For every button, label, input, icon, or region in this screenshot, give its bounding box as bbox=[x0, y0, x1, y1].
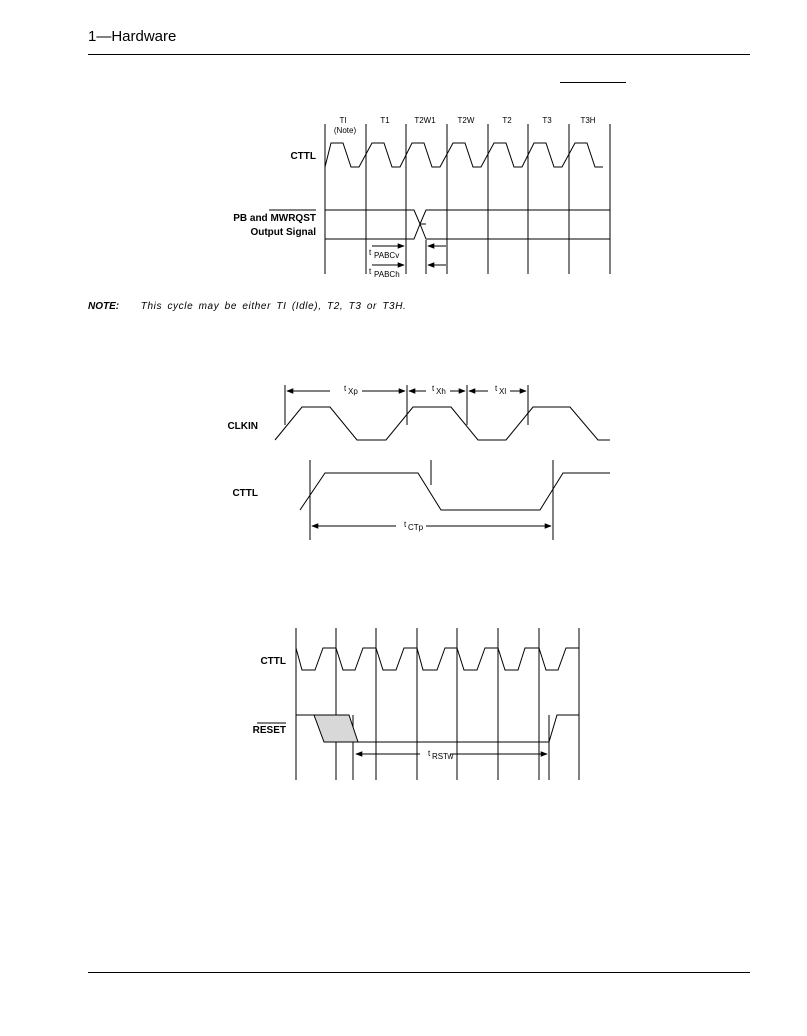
signal-label-clkin: CLKIN bbox=[227, 421, 258, 432]
signal-label-reset: RESET bbox=[252, 725, 286, 736]
timing-label-xl: Xl bbox=[499, 387, 507, 396]
signal-label-cttl-2: CTTL bbox=[232, 488, 258, 499]
timing-t-letter-ctp: t bbox=[404, 520, 407, 529]
timing-t-letter-xl: t bbox=[495, 384, 498, 393]
column-label-note: (Note) bbox=[333, 126, 357, 135]
reset-uncertain-region bbox=[314, 715, 358, 742]
timing-t-letter-xh: t bbox=[432, 384, 435, 393]
pb-output-waveform bbox=[325, 210, 610, 239]
timing-t-letter-xp: t bbox=[344, 384, 347, 393]
diagram-1 bbox=[325, 124, 610, 274]
column-dividers bbox=[325, 124, 610, 274]
diagram-2 bbox=[275, 385, 610, 540]
timing-label-ctp: CTp bbox=[408, 523, 424, 532]
timing-label-pabch: PABCh bbox=[374, 270, 400, 279]
signal-label-output-signal: Output Signal bbox=[250, 227, 316, 238]
diagram-1-labels bbox=[233, 116, 596, 279]
column-label-t3h: T3H bbox=[580, 116, 596, 125]
column-label-t2: T2 bbox=[502, 116, 512, 125]
clkin-waveform bbox=[275, 407, 610, 440]
column-label-t2w: T2W bbox=[457, 116, 475, 125]
timing-t-letter-pabch: t bbox=[369, 267, 372, 276]
diagram-note bbox=[88, 301, 406, 312]
signal-label-cttl-1: CTTL bbox=[290, 151, 316, 162]
timing-label-rstw: RSTw bbox=[432, 752, 454, 761]
timing-t-letter-pabcv: t bbox=[369, 248, 372, 257]
timing-label-pabcv: PABCv bbox=[374, 251, 400, 260]
column-label-t3: T3 bbox=[542, 116, 552, 125]
timing-label-xh: Xh bbox=[436, 387, 446, 396]
signal-label-pb-mwrqst: PB and MWRQST bbox=[233, 213, 316, 224]
note-text: This cycle may be either TI (Idle), T2, T3 or T3H. bbox=[140, 301, 407, 312]
timing-t-letter-rstw: t bbox=[428, 749, 431, 758]
cttl-waveform-3 bbox=[296, 648, 579, 670]
note-label: NOTE: bbox=[88, 301, 120, 312]
column-label-t2w1: T2W1 bbox=[414, 116, 436, 125]
column-label-t1: T1 bbox=[380, 116, 390, 125]
footer-rule bbox=[88, 972, 750, 973]
signal-label-cttl-3: CTTL bbox=[260, 656, 286, 667]
cttl-waveform-1 bbox=[325, 143, 603, 167]
column-label-ti: TI bbox=[339, 116, 347, 125]
cttl-waveform-2 bbox=[300, 473, 610, 510]
page-header: 1—Hardware bbox=[88, 28, 177, 45]
timing-label-xp: Xp bbox=[348, 387, 358, 396]
